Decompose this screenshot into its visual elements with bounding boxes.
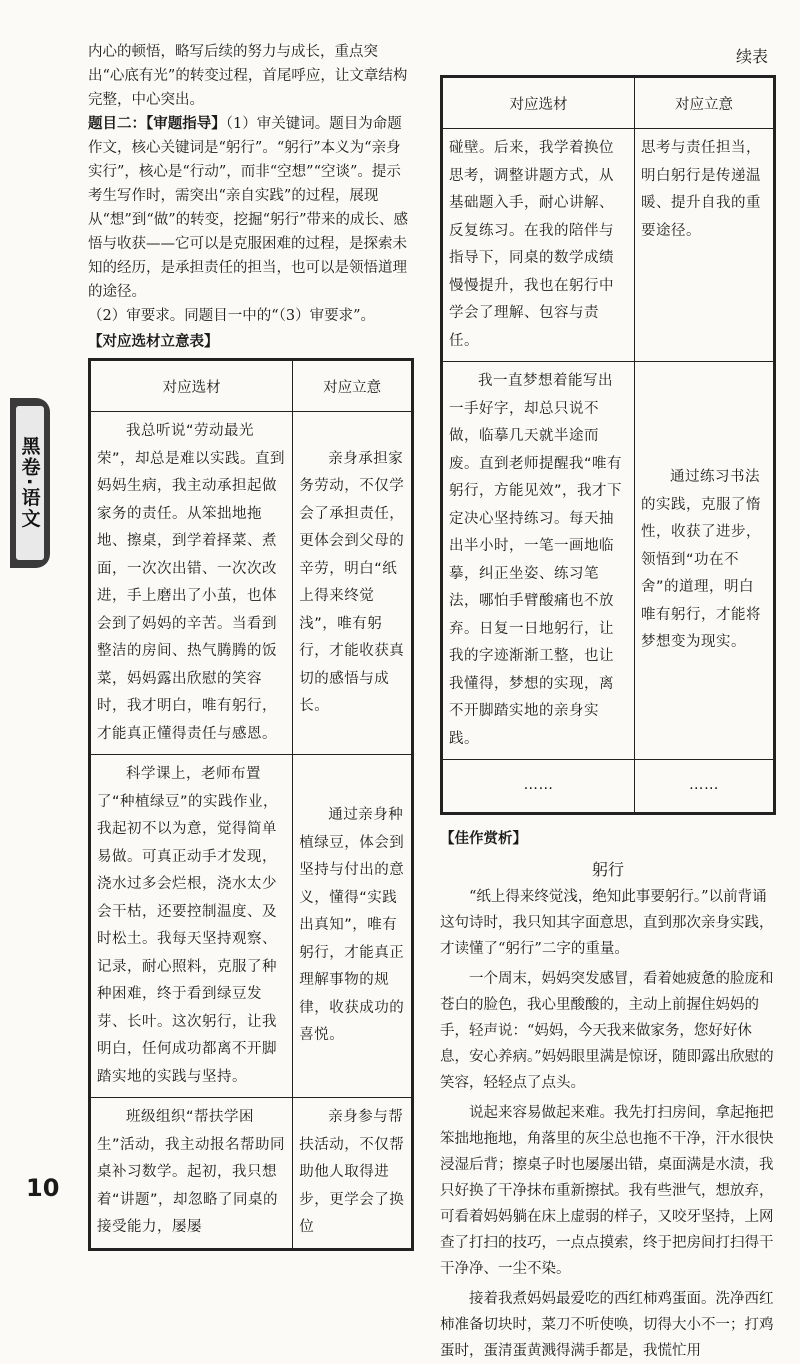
idea-cell	[293, 412, 412, 755]
question-two-requirement: （2）审要求。同题目一中的“（3）审要求”。	[88, 308, 376, 324]
header-material: 对应选材	[443, 78, 635, 129]
table-row	[91, 1098, 412, 1249]
continued-label: 续表	[735, 47, 768, 66]
table-row	[443, 362, 774, 760]
side-tab-label-box	[16, 406, 44, 560]
material-text: 碰壁。后来，我学着换位思考，调整讲题方式，从基础题入手，耐心讲解、反复练习。在我的陪伴与指导下，同桌的数学成绩慢慢提升，我也在躬行中学会了理解、包容与责任。	[449, 140, 614, 349]
table-header-row	[91, 361, 412, 412]
continued-table	[442, 77, 774, 813]
idea-text: 通过亲身种植绿豆，体会到坚持与付出的意义，懂得“实践出真知”，唯有躬行，才能真正理解事物的规律，收获成功的喜悦。	[299, 807, 405, 1044]
material-table-frame	[88, 358, 414, 1251]
intro-paragraph: 内心的顿悟，略写后续的努力与成长，重点突出“心底有光”的转变过程，首尾呼应，让文章结构完整，中心突出。	[88, 44, 408, 108]
material-text: 我一直梦想着能写出一手好字，却总只说不做，临摹几天就半途而废。直到老师提醒我“唯有躬行，方能见效”，我才下定决心坚持练习。每天抽出半小时，一笔一画地临摹，纠正坐姿、练习笔法，哪怕手臂酸痛也不放弃。日复一日地躬行，让我的字迹渐渐工整，也让我懂得，梦想的实现，离不开脚踏实地的亲身实践。	[449, 373, 623, 747]
question-two-guide-heading: 【审题指导】	[146, 115, 226, 132]
page-number: 10	[26, 1174, 60, 1202]
question-two-paragraph	[88, 112, 414, 304]
left-column	[88, 40, 414, 1251]
material-cell	[91, 412, 293, 755]
essay-paragraph: 一个周末，妈妈突发感冒，看着她疲惫的脸庞和苍白的脸色，我心里酸酸的，主动上前握住妈妈的手，轻声说：“妈妈，今天我来做家务，您好好休息，安心养病。”妈妈眼里满是惊讶，随即露出欣慰的笑容，轻轻点了点头。	[440, 971, 774, 1091]
right-column	[440, 44, 776, 1364]
material-cell	[443, 129, 635, 362]
essay-paragraph: “纸上得来终觉浅，绝知此事要躬行。”以前背诵这句诗时，我只知其字面意思，直到那次亲身实践，才读懂了“躬行”二字的重量。	[440, 889, 774, 957]
idea-cell	[634, 129, 773, 362]
table-title: 【对应选材立意表】	[88, 333, 219, 350]
idea-cell	[293, 1098, 412, 1249]
material-text: 我总听说“劳动最光荣”，却总是难以实践。直到妈妈生病，我主动承担起做家务的责任。从笨拙地拖地、擦桌，到学着择菜、煮面，一次次出错、一次次改进，手上磨出了小茧，也体会到了妈妈的辛苦。当看到整洁的房间、热气腾腾的饭菜，妈妈露出欣慰的笑容时，我才明白，唯有躬行，才能真正懂得责任与感恩。	[97, 423, 286, 742]
idea-text: 思考与责任担当，明白躬行是传递温暖、提升自我的重要途径。	[640, 140, 761, 239]
idea-text: 通过练习书法的实践，克服了惰性，收获了进步，领悟到“功在不舍”的道理，明白唯有躬行，才能将梦想变为现实。	[640, 469, 761, 651]
material-table	[90, 360, 412, 1249]
material-cell	[91, 1098, 293, 1249]
ellipsis-text: ……	[688, 777, 719, 794]
essay-section-title: 【佳作赏析】	[440, 830, 527, 847]
idea-text: 亲身承担家务劳动，不仅学会了承担责任，更体会到父母的辛劳，明白“纸上得来终觉浅”，唯有躬行，才能收获真切的感悟与成长。	[299, 450, 405, 714]
essay-paragraph: 接着我煮妈妈最爱吃的西红柿鸡蛋面。洗净西红柿准备切块时，菜刀不听使唤，切得大小不一；打鸡蛋时，蛋清蛋黄溅得满手都是，我慌忙用	[440, 1291, 774, 1359]
ellipsis-text: ……	[523, 777, 554, 794]
idea-cell	[293, 755, 412, 1098]
idea-cell	[634, 760, 773, 813]
essay-paragraph: 说起来容易做起来难。我先打扫房间，拿起拖把笨拙地拖地，角落里的灰尘总也拖不干净，汗水很快浸湿后背；擦桌子时也屡屡出错，桌面满是水渍，我只好换了干净抹布重新擦拭。我有些泄气，想放弃，可看着妈妈躺在床上虚弱的样子，又咬牙坚持，上网查了打扫的技巧，一点点摸索，终于把房间打扫得干干净净、一尘不染。	[440, 1105, 774, 1277]
material-text: 科学课上，老师布置了“种植绿豆”的实践作业，我起初不以为意，觉得简单易做。可真正动手才发现，浇水过多会烂根，浇水太少会干枯，还要控制温度、及时松土。我每天坚持观察、记录，耐心照料，克服了种种困难，终于看到绿豆发芽、长叶。这次躬行，让我明白，任何成功都离不开脚踏实地的实践与坚持。	[97, 766, 279, 1085]
subject-side-tab	[10, 398, 50, 568]
table-row	[443, 129, 774, 362]
header-idea: 对应立意	[634, 78, 773, 129]
header-idea: 对应立意	[293, 361, 412, 412]
material-cell	[91, 755, 293, 1098]
essay-title: 躬行	[591, 860, 624, 879]
material-cell	[443, 760, 635, 813]
header-material: 对应选材	[91, 361, 293, 412]
material-cell	[443, 362, 635, 760]
continued-table-frame	[440, 75, 776, 815]
question-two-text: （1）审关键词。题目为命题作文，核心关键词是“躬行”。“躬行”本义为“亲身实行”，核心是“行动”，而非“空想”“空谈”。提示考生写作时，需突出“亲自实践”的过程，展现从“想”到“做”的转变，挖掘“躬行”带来的成长、感悟与收获——它可以是克服困难的过程，是探索未知的经历，是承担责任的担当，也可以是领悟道理的途径。	[88, 116, 408, 300]
question-two-label: 题目二：	[88, 115, 146, 132]
material-text: 班级组织“帮扶学困生”活动，我主动报名帮助同桌补习数学。起初，我只想着“讲题”，却忽略了同桌的接受能力，屡屡	[97, 1109, 286, 1235]
table-row	[91, 755, 412, 1098]
idea-cell	[634, 362, 773, 760]
table-row	[91, 412, 412, 755]
table-row	[443, 760, 774, 813]
side-tab-text: 黑卷·语文	[18, 436, 41, 530]
idea-text: 亲身参与帮扶活动，不仅帮助他人取得进步，更学会了换位	[299, 1109, 405, 1235]
table-header-row	[443, 78, 774, 129]
